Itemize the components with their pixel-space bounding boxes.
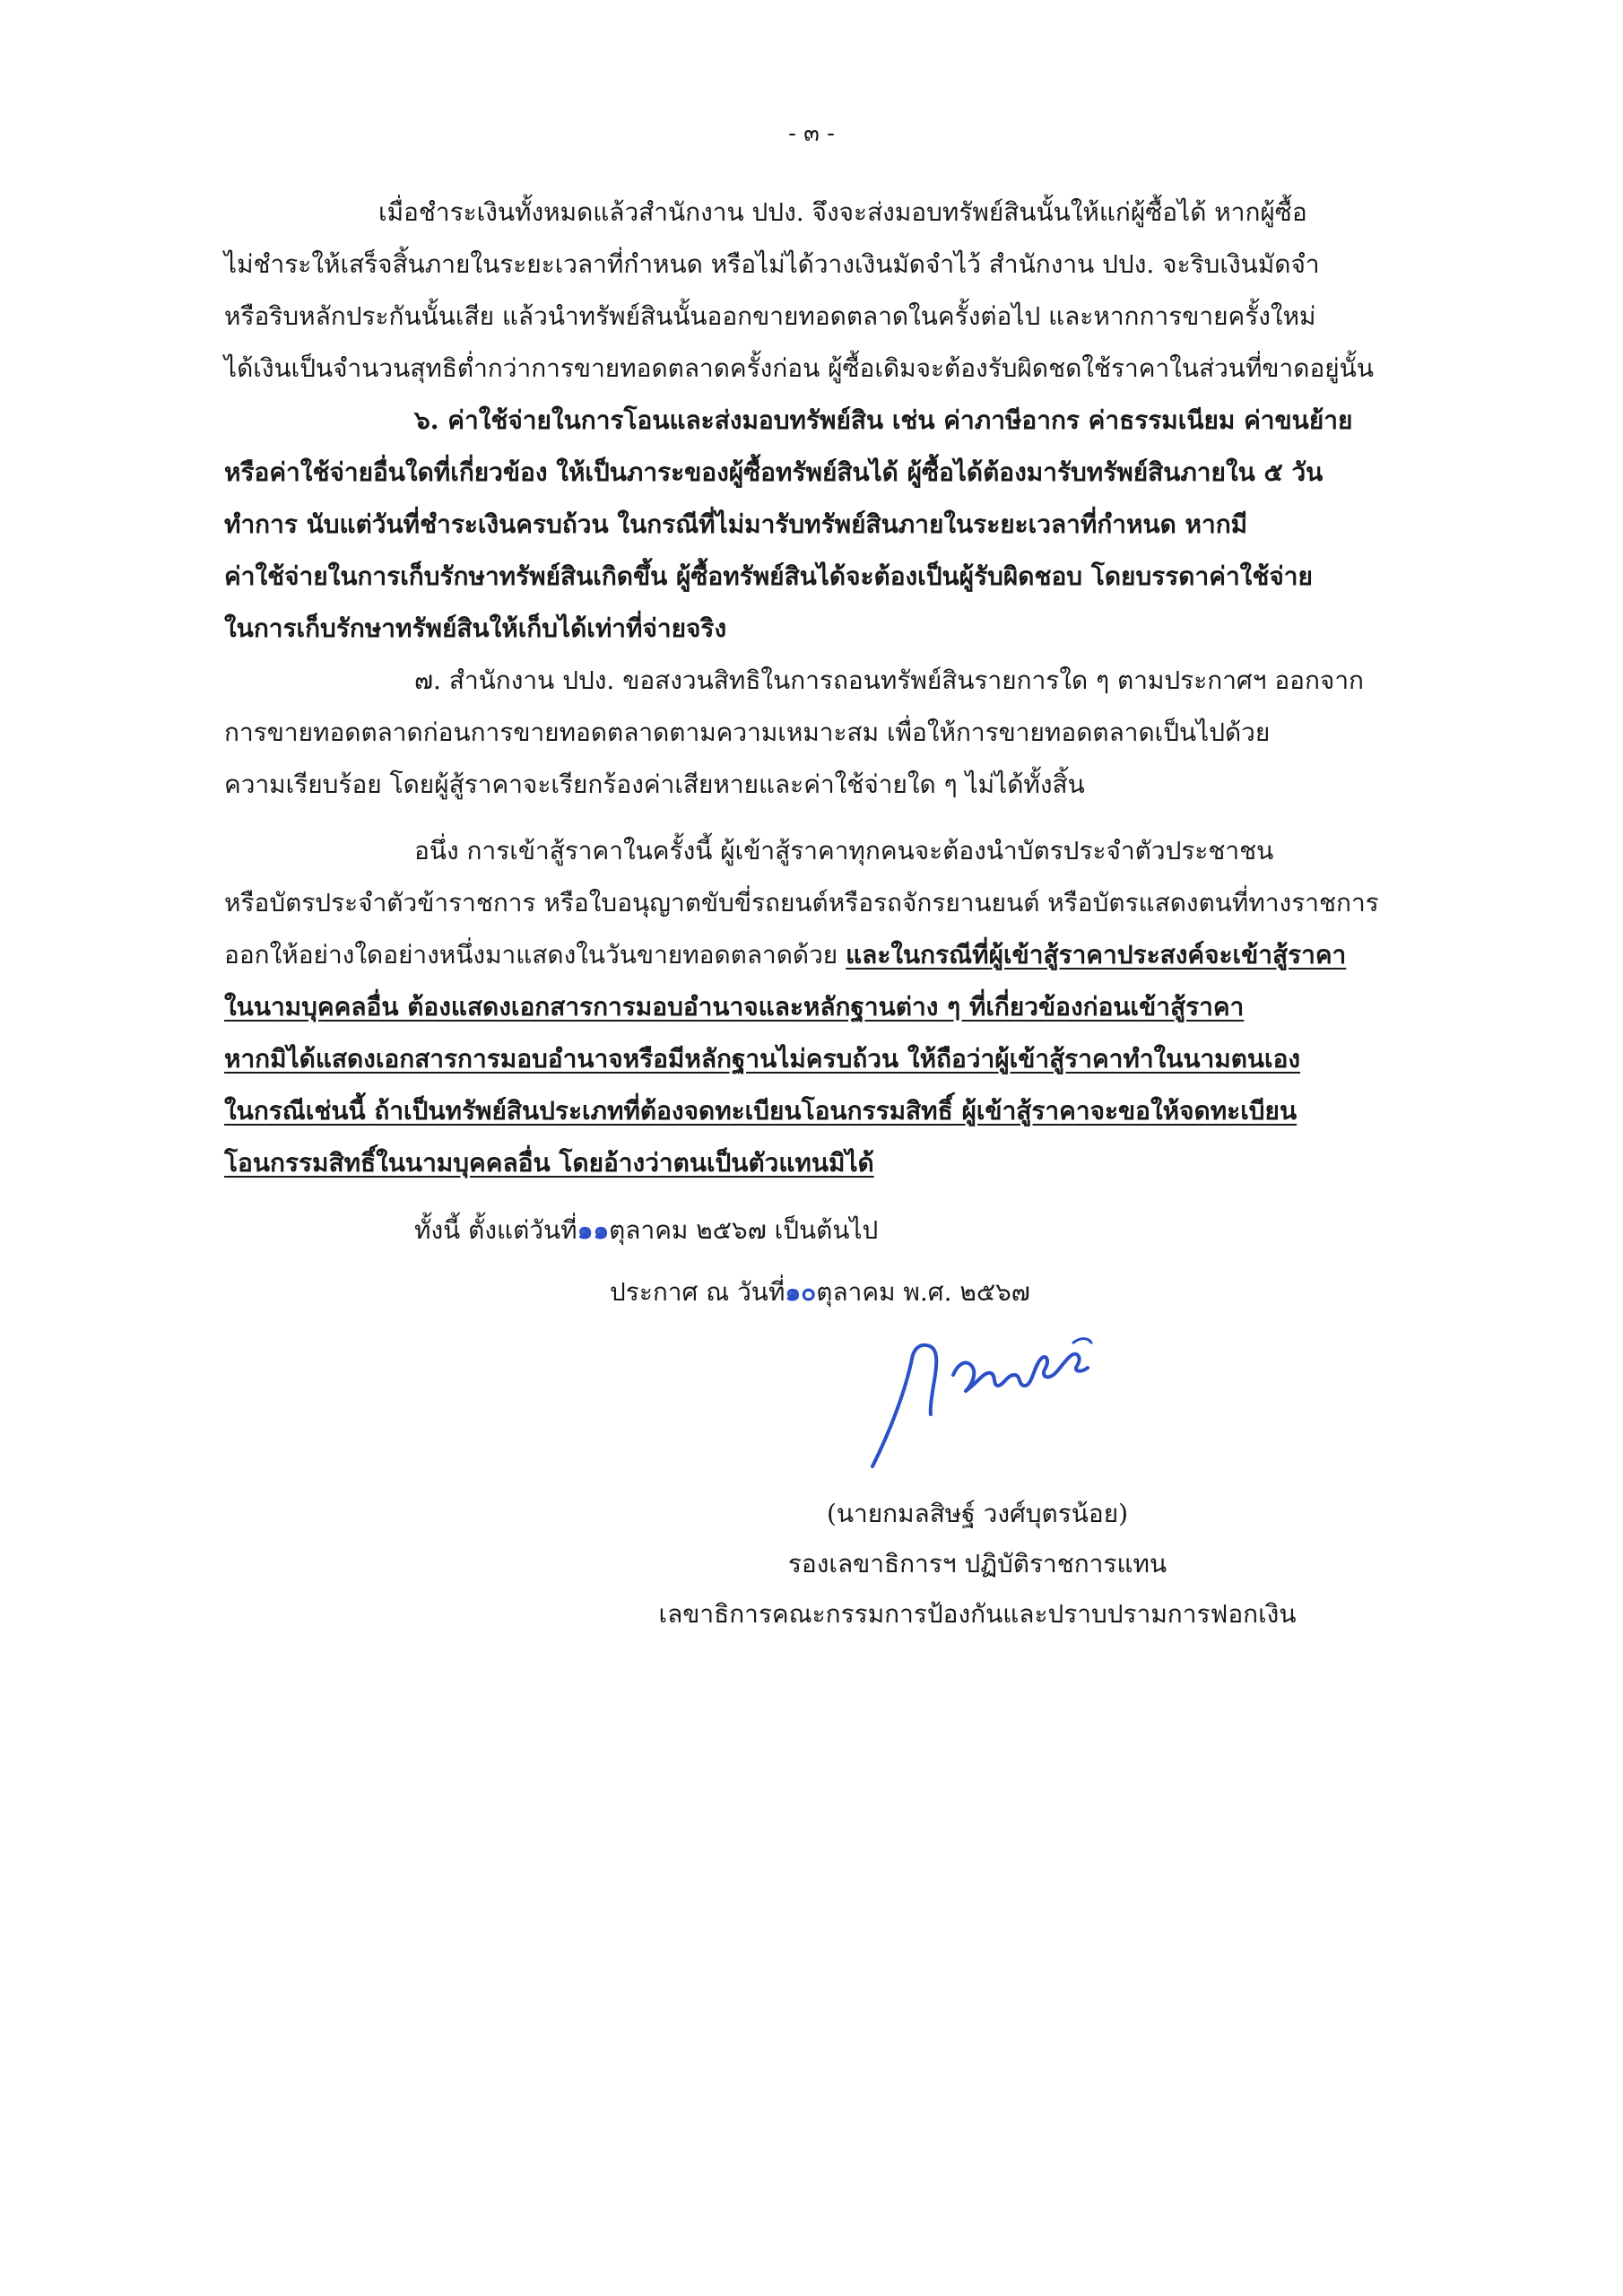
emphasized-line: หากมิได้แสดงเอกสารการมอบอำนาจหรือมีหลักฐานไม่ครบถ้วน ให้ถือว่าผู้เข้าสู้ราคาทำในนามตนเอง xyxy=(224,1044,1301,1074)
page-number: - ๓ - xyxy=(788,120,835,147)
effective-date xyxy=(414,1215,1311,1245)
paragraph-text: ออกให้อย่างใดอย่างหนึ่งมาแสดงในวันขายทอดตลาดด้วย xyxy=(224,940,838,970)
emphasized-line: ในกรณีเช่นนี้ ถ้าเป็นทรัพย์สินประเภทที่ต้องจดทะเบียนโอนกรรมสิทธิ์ ผู้เข้าสู้ราคาจะขอให้จดทะเบียน xyxy=(224,1096,1298,1126)
signatory-position: รองเลขาธิการฯ ปฏิบัติราชการแทน xyxy=(787,1549,1167,1578)
announced-date xyxy=(610,1277,1417,1307)
paragraph-line: ได้เงินเป็นจำนวนสุทธิต่ำกว่าการขายทอดตลาดครั้งก่อน ผู้ซื้อเดิมจะต้องรับผิดชดใช้ราคาในส่วนที่ขาดอยู่นั้น xyxy=(224,353,1374,383)
clause-line: การขายทอดตลาดก่อนการขายทอดตลาดตามความเหมาะสม เพื่อให้การขายทอดตลาดเป็นไปด้วย xyxy=(224,718,1271,747)
paragraph-line xyxy=(224,940,1444,970)
signature-image xyxy=(865,1323,1116,1484)
clause-line: ค่าใช้จ่ายในการเก็บรักษาทรัพย์สินเกิดขึ้น ผู้ซื้อทรัพย์สินได้จะต้องเป็นผู้รับผิดชอบ โดยบรรดาค่าใช้จ่าย xyxy=(224,561,1313,591)
paragraph-line: หรือริบหลักประกันนั้นเสีย แล้วนำทรัพย์สินนั้นออกขายทอดตลาดในครั้งต่อไป และหากการขายครั้งใหม่ xyxy=(224,301,1316,331)
clause-line: ในการเก็บรักษาทรัพย์สินให้เก็บได้เท่าที่จ่ายจริง xyxy=(224,613,727,643)
paragraph-line: หรือบัตรประจำตัวข้าราชการ หรือใบอนุญาตขับขี่รถยนต์หรือรถจักรยานยนต์ หรือบัตรแสดงตนที่ทางราชการ xyxy=(224,888,1379,918)
signatory-name: (นายกมลสิษฐ์ วงศ์บุตรน้อย) xyxy=(826,1499,1129,1528)
paragraph-line: อนึ่ง การเข้าสู้ราคาในครั้งนี้ ผู้เข้าสู้ราคาทุกคนจะต้องนำบัตรประจำตัวประชาชน xyxy=(414,836,1274,865)
paragraph-line: ไม่ชำระให้เสร็จสิ้นภายในระยะเวลาที่กำหนด หรือไม่ได้วางเงินมัดจำไว้ สำนักงาน ปปง. จะริบเงินมัดจำ xyxy=(224,249,1320,279)
clause-line: ๖. ค่าใช้จ่ายในการโอนและส่งมอบทรัพย์สิน เช่น ค่าภาษีอากร ค่าธรรมเนียม ค่าขนย้าย xyxy=(414,405,1353,435)
clause-line: ๗. สำนักงาน ปปง. ขอสงวนสิทธิในการถอนทรัพย์สินรายการใด ๆ ตามประกาศฯ ออกจาก xyxy=(414,665,1364,695)
clause-line: ทำการ นับแต่วันที่ชำระเงินครบถ้วน ในกรณีที่ไม่มารับทรัพย์สินภายในระยะเวลาที่กำหนด หากมี xyxy=(224,509,1248,539)
emphasized-text: และในกรณีที่ผู้เข้าสู้ราคาประสงค์จะเข้าสู้ราคา xyxy=(846,940,1347,970)
paragraph-line: เมื่อชำระเงินทั้งหมดแล้วสำนักงาน ปปง. จึงจะส่งมอบทรัพย์สินนั้นให้แก่ผู้ซื้อได้ หากผู้ซื้อ xyxy=(378,197,1307,227)
effective-date-prefix: ทั้งนี้ ตั้งแต่วันที่ xyxy=(414,1215,577,1245)
clause-line: ความเรียบร้อย โดยผู้สู้ราคาจะเรียกร้องค่าเสียหายและค่าใช้จ่ายใด ๆ ไม่ได้ทั้งสิ้น xyxy=(224,770,1085,799)
announced-day: ๑๐ xyxy=(785,1277,817,1307)
emphasized-line: ในนามบุคคลอื่น ต้องแสดงเอกสารการมอบอำนาจและหลักฐานต่าง ๆ ที่เกี่ยวข้องก่อนเข้าสู้ราคา xyxy=(224,992,1245,1022)
emphasized-line: โอนกรรมสิทธิ์ในนามบุคคลอื่น โดยอ้างว่าตนเป็นตัวแทนมิได้ xyxy=(224,1148,874,1178)
effective-date-suffix: ตุลาคม ๒๕๖๗ เป็นต้นไป xyxy=(609,1215,879,1245)
announced-date-suffix: ตุลาคม พ.ศ. ๒๕๖๗ xyxy=(816,1277,1030,1307)
signatory-position: เลขาธิการคณะกรรมการป้องกันและปราบปรามการฟอกเงิน xyxy=(658,1599,1297,1629)
effective-day: ๑๑ xyxy=(577,1215,610,1245)
clause-line: หรือค่าใช้จ่ายอื่นใดที่เกี่ยวข้อง ให้เป็นภาระของผู้ซื้อทรัพย์สินได้ ผู้ซื้อได้ต้องมารับทรัพย์สินภายใน ๕ วัน xyxy=(224,457,1324,487)
announced-date-prefix: ประกาศ ณ วันที่ xyxy=(610,1277,785,1307)
